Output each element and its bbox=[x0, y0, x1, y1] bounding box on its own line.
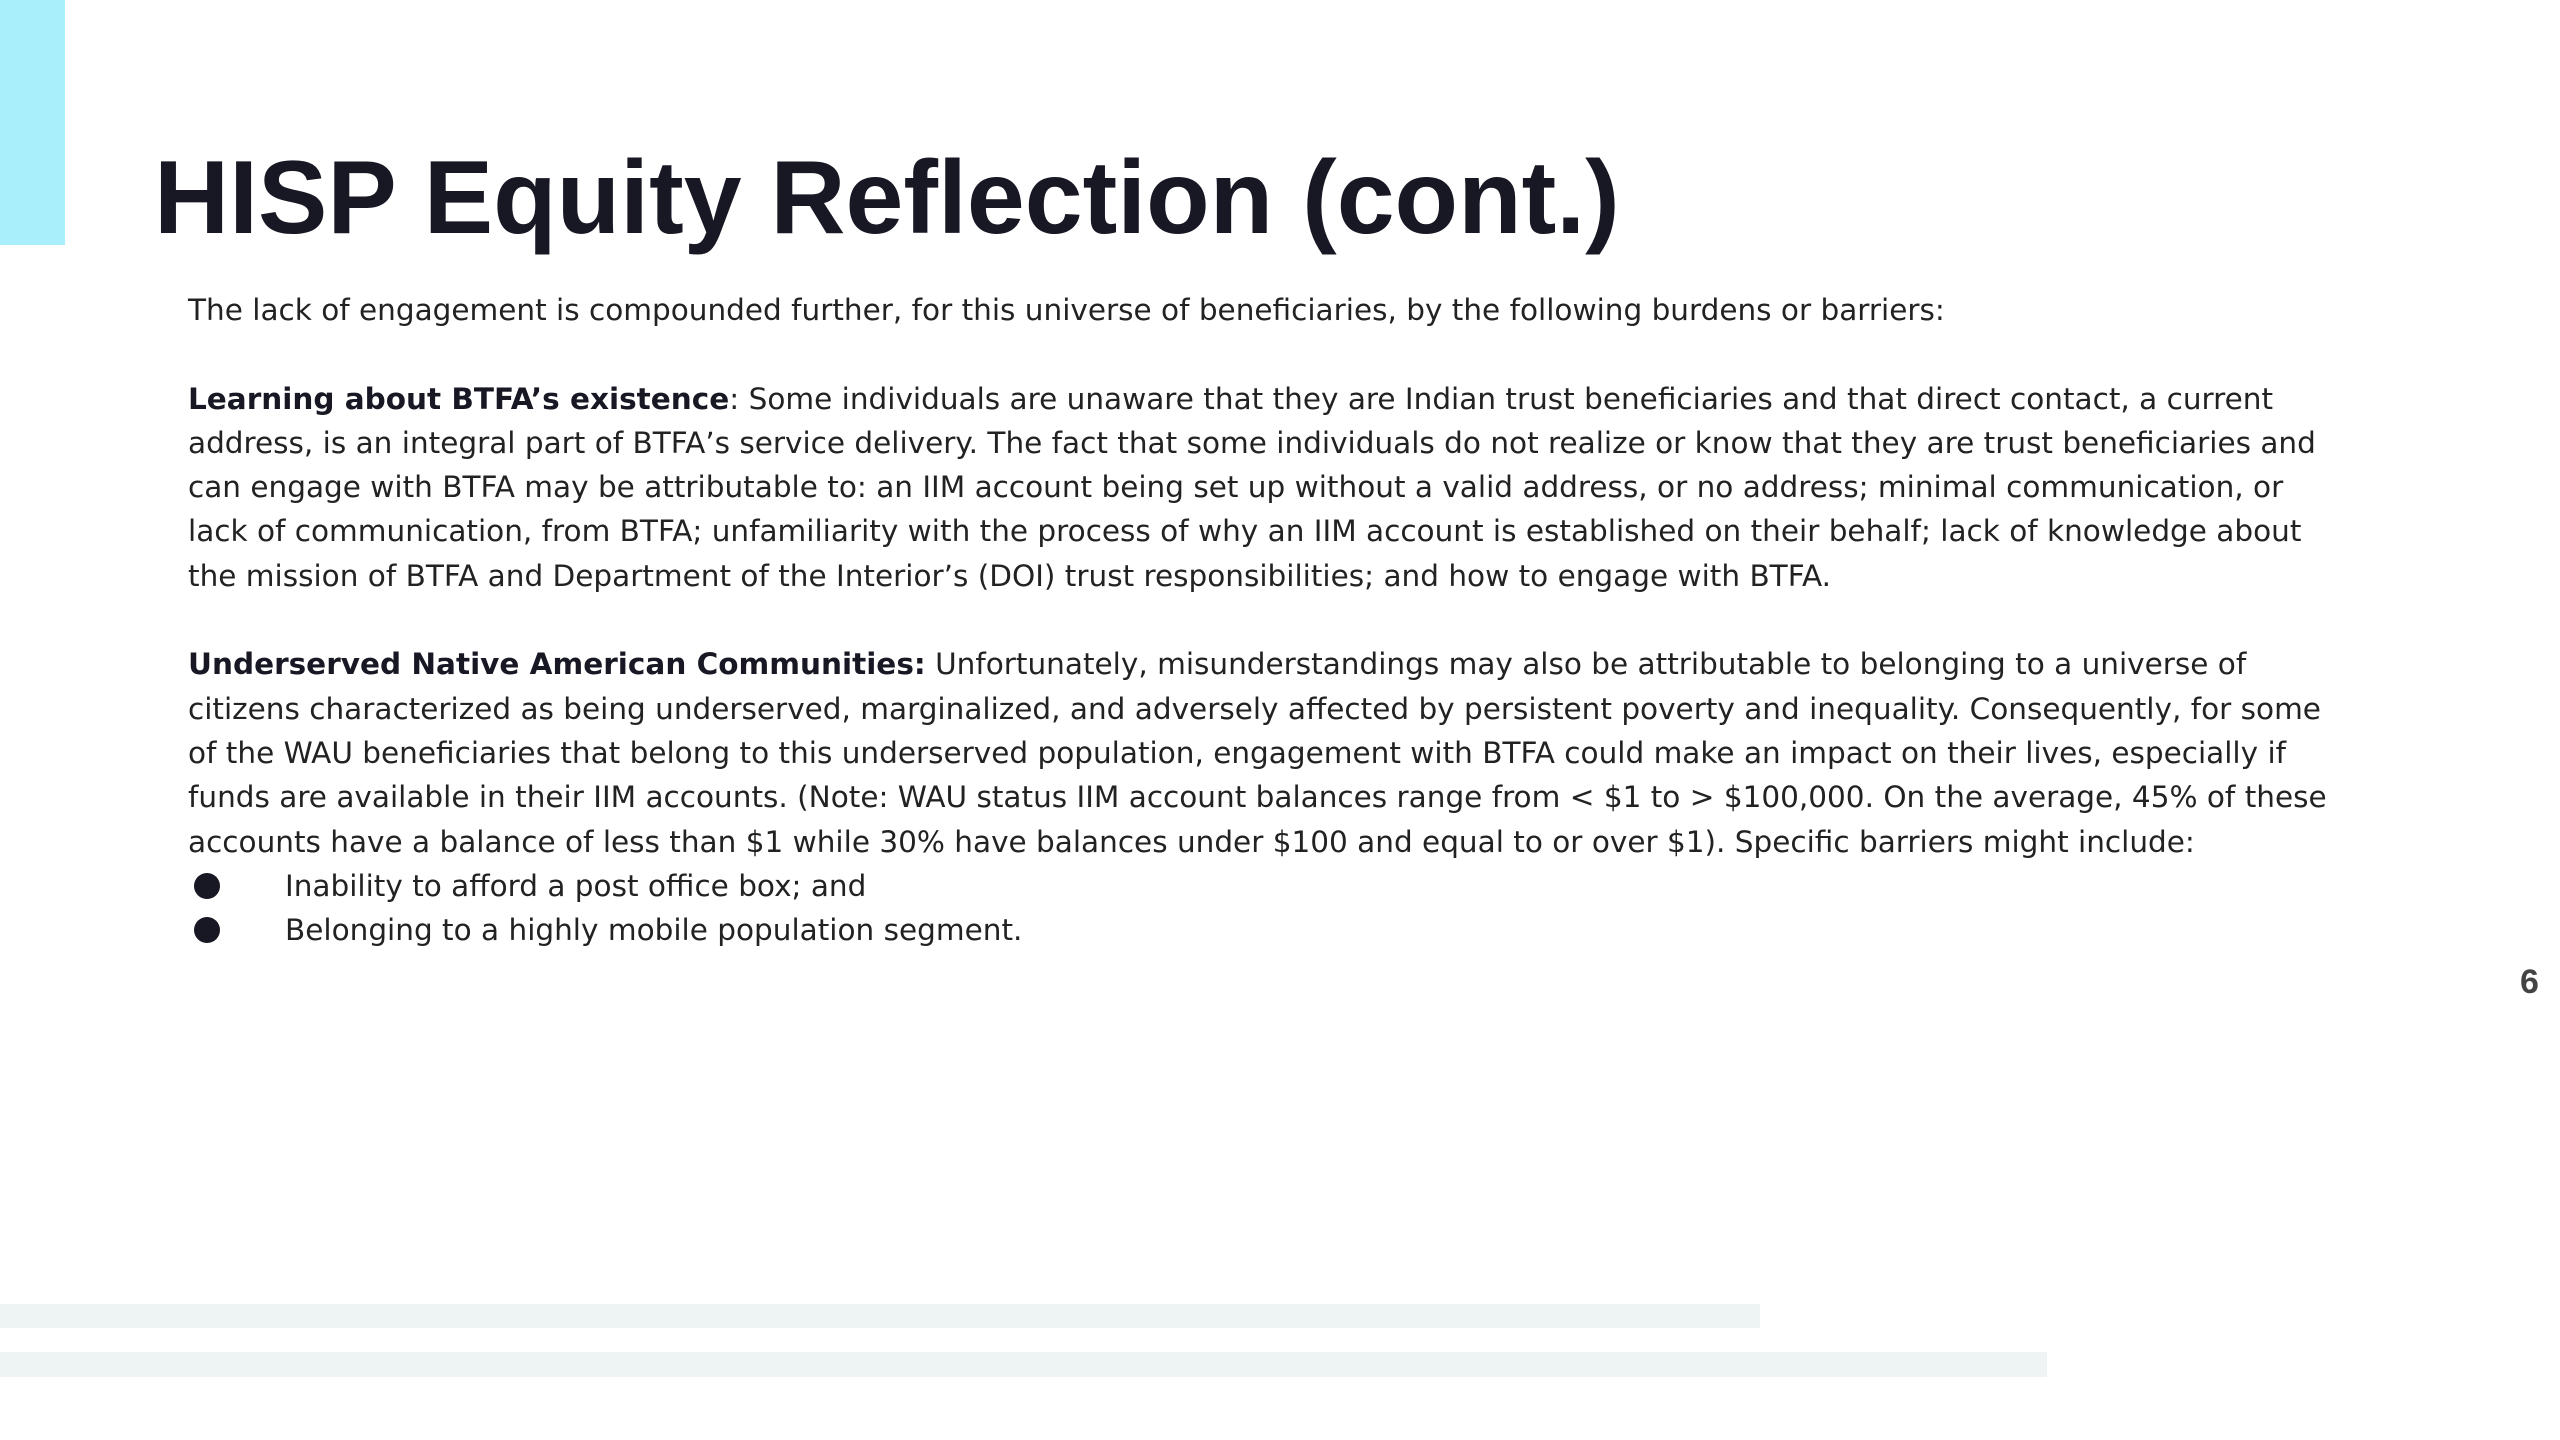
section-btfa-existence bbox=[188, 377, 2348, 598]
section-underserved-communities-heading: Underserved Native American Communities: bbox=[188, 647, 926, 682]
slide-title: HISP Equity Reflection (cont.) bbox=[154, 140, 1620, 256]
section-btfa-existence-text: : Some individuals are unaware that they are Indian trust beneficiaries and that direct contact, a current address, is an integral part of BTFA’s service delivery. The fact that some individuals do not realize or know that they are trust beneficiaries and can engage with BTFA may be attributable to: an IIM account being set up without a valid address, or no address; minimal communication, or lack of communication, from BTFA; unfamiliarity with the process of why an IIM account is established on their behalf; lack of knowledge about the mission of BTFA and Department of the Interior’s (DOI) trust responsibilities; and how to engage with BTFA. bbox=[188, 381, 2316, 593]
bullet-item bbox=[188, 908, 2348, 952]
section-underserved-communities-text: Unfortunately, misunderstandings may also be attributable to belonging to a universe of citizens characterized as being underserved, marginalized, and adversely affected by persistent poverty and inequality. Consequently, for some of the WAU beneficiaries that belong to this underserved population, engagement with BTFA could make an impact on their lives, especially if funds are available in their IIM accounts. (Note: WAU status IIM account balances range from < $1 to > $100,000. On the average, 45% of these accounts have a balance of less than $1 while 30% have balances under $100 and equal to or over $1). Specific barriers might include: bbox=[188, 647, 2327, 859]
bullet-text: Belonging to a highly mobile population segment. bbox=[285, 913, 1023, 948]
footer-decoration-bar bbox=[0, 1352, 2047, 1377]
paragraph-spacer bbox=[188, 598, 2348, 642]
section-btfa-existence-heading: Learning about BTFA’s existence bbox=[188, 381, 730, 416]
bullet-dot-icon bbox=[194, 917, 220, 943]
bullet-text: Inability to afford a post office box; and bbox=[285, 868, 867, 903]
footer-decoration-bar bbox=[0, 1304, 1760, 1328]
intro-paragraph: The lack of engagement is compounded further, for this universe of beneficiaries, by the following burdens or barriers: bbox=[188, 293, 1945, 327]
bullet-dot-icon bbox=[194, 873, 220, 899]
page-number: 6 bbox=[2520, 963, 2539, 1001]
slide-body bbox=[188, 288, 2348, 952]
paragraph-spacer bbox=[188, 332, 2348, 376]
bullet-item bbox=[188, 864, 2348, 908]
section-underserved-communities bbox=[188, 642, 2348, 863]
accent-bar bbox=[0, 0, 65, 245]
